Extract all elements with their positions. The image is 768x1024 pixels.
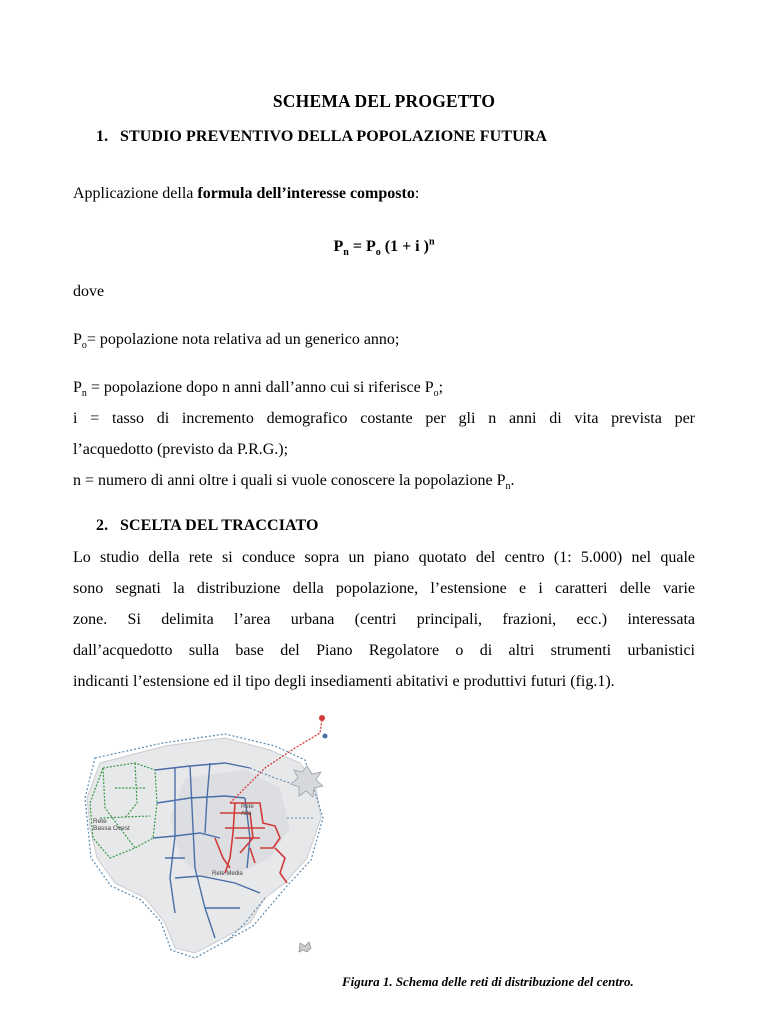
- section-2-line-2: sono segnati la distribuzione della popolazione, l’estensione e i caratteri delle varie: [73, 580, 695, 597]
- section-2-line-3: zone. Si delimita l’area urbana (centri principali, frazioni, ecc.) interessata: [73, 611, 695, 628]
- intro-bold-text: formula dell’interesse composto: [197, 185, 415, 202]
- page-title: SCHEMA DEL PROGETTO: [272, 91, 496, 111]
- definition-i-line2: l’acquedotto (previsto da P.R.G.);: [73, 441, 289, 458]
- dove-text: dove: [73, 283, 105, 300]
- formula-exponent: n: [428, 236, 435, 248]
- def-pn-var: P: [73, 379, 82, 396]
- label-rete-alta-1: Rete: [241, 804, 254, 810]
- section-2-title: SCELTA DEL TRACCIATO: [120, 517, 319, 534]
- label-rete-bassa-ovest-1: Rete: [93, 818, 107, 825]
- def-pn-text: = popolazione dopo n anni dall’anno cui si riferisce P: [86, 379, 434, 396]
- def-po-sub: o: [81, 340, 87, 352]
- formula-paren: (1 + i ): [380, 238, 429, 255]
- section-1-heading: [96, 128, 547, 146]
- figure-caption: Figura 1. Schema delle reti di distribuzione del centro.: [342, 974, 634, 989]
- section-2-paragraph: [73, 542, 695, 697]
- formula-intro: [73, 185, 695, 203]
- formula-eq: =: [348, 238, 366, 255]
- label-rete-bassa-ovest-2: Bassa Ovest: [93, 825, 130, 832]
- section-2-line-4: dall’acquedotto sulla base del Piano Regolatore o di altri strumenti urbanistici: [73, 642, 695, 659]
- reservoir-high-icon: [319, 715, 325, 721]
- section-2-line-1: Lo studio della rete si conduce sopra un piano quotato del centro (1: 5.000) nel quale: [73, 549, 695, 566]
- section-2-heading: [96, 517, 319, 535]
- formula-pn-sub: n: [343, 247, 349, 259]
- def-po-text: = popolazione nota relativa ad un generico anno;: [86, 331, 400, 348]
- def-pn-sub: n: [81, 388, 87, 400]
- label-rete-alta-2: Alta: [241, 811, 252, 817]
- definition-i-line1: i = tasso di incremento demografico costante per gli n anni di vita prevista per: [73, 410, 695, 427]
- section-2-number: 2.: [96, 517, 109, 534]
- definition-pn: [73, 372, 695, 403]
- intro-suffix: :: [414, 185, 420, 202]
- def-n-text: n = numero di anni oltre i quali si vuole conoscere la popolazione P: [73, 472, 506, 489]
- def-pn-end-sub: o: [433, 388, 439, 400]
- definition-po: [73, 331, 695, 352]
- label-rete-media: Rete Media: [212, 871, 243, 877]
- definitions-block: [73, 372, 695, 496]
- formula-po-var: P: [365, 238, 376, 255]
- compound-interest-formula: [0, 236, 768, 259]
- reservoir-medium-icon: [323, 734, 328, 739]
- def-n-end: .: [510, 472, 515, 489]
- section-2-line-5: indicanti l’estensione ed il tipo degli insediamenti abitativi e produttivi futuri (fig.1).: [73, 673, 615, 690]
- intro-text: Applicazione della: [73, 185, 198, 202]
- section-1-title: STUDIO PREVENTIVO DELLA POPOLAZIONE FUTURA: [120, 128, 548, 145]
- small-fort-icon: [299, 942, 311, 952]
- def-n-sub: n: [505, 481, 511, 493]
- section-1-number: 1.: [96, 128, 109, 145]
- formula-po-sub: o: [375, 247, 381, 259]
- definition-n: [73, 465, 695, 496]
- def-po-var: P: [73, 331, 82, 348]
- def-pn-end: ;: [438, 379, 444, 396]
- formula-pn-var: P: [333, 238, 344, 255]
- distribution-network-map: [75, 708, 345, 978]
